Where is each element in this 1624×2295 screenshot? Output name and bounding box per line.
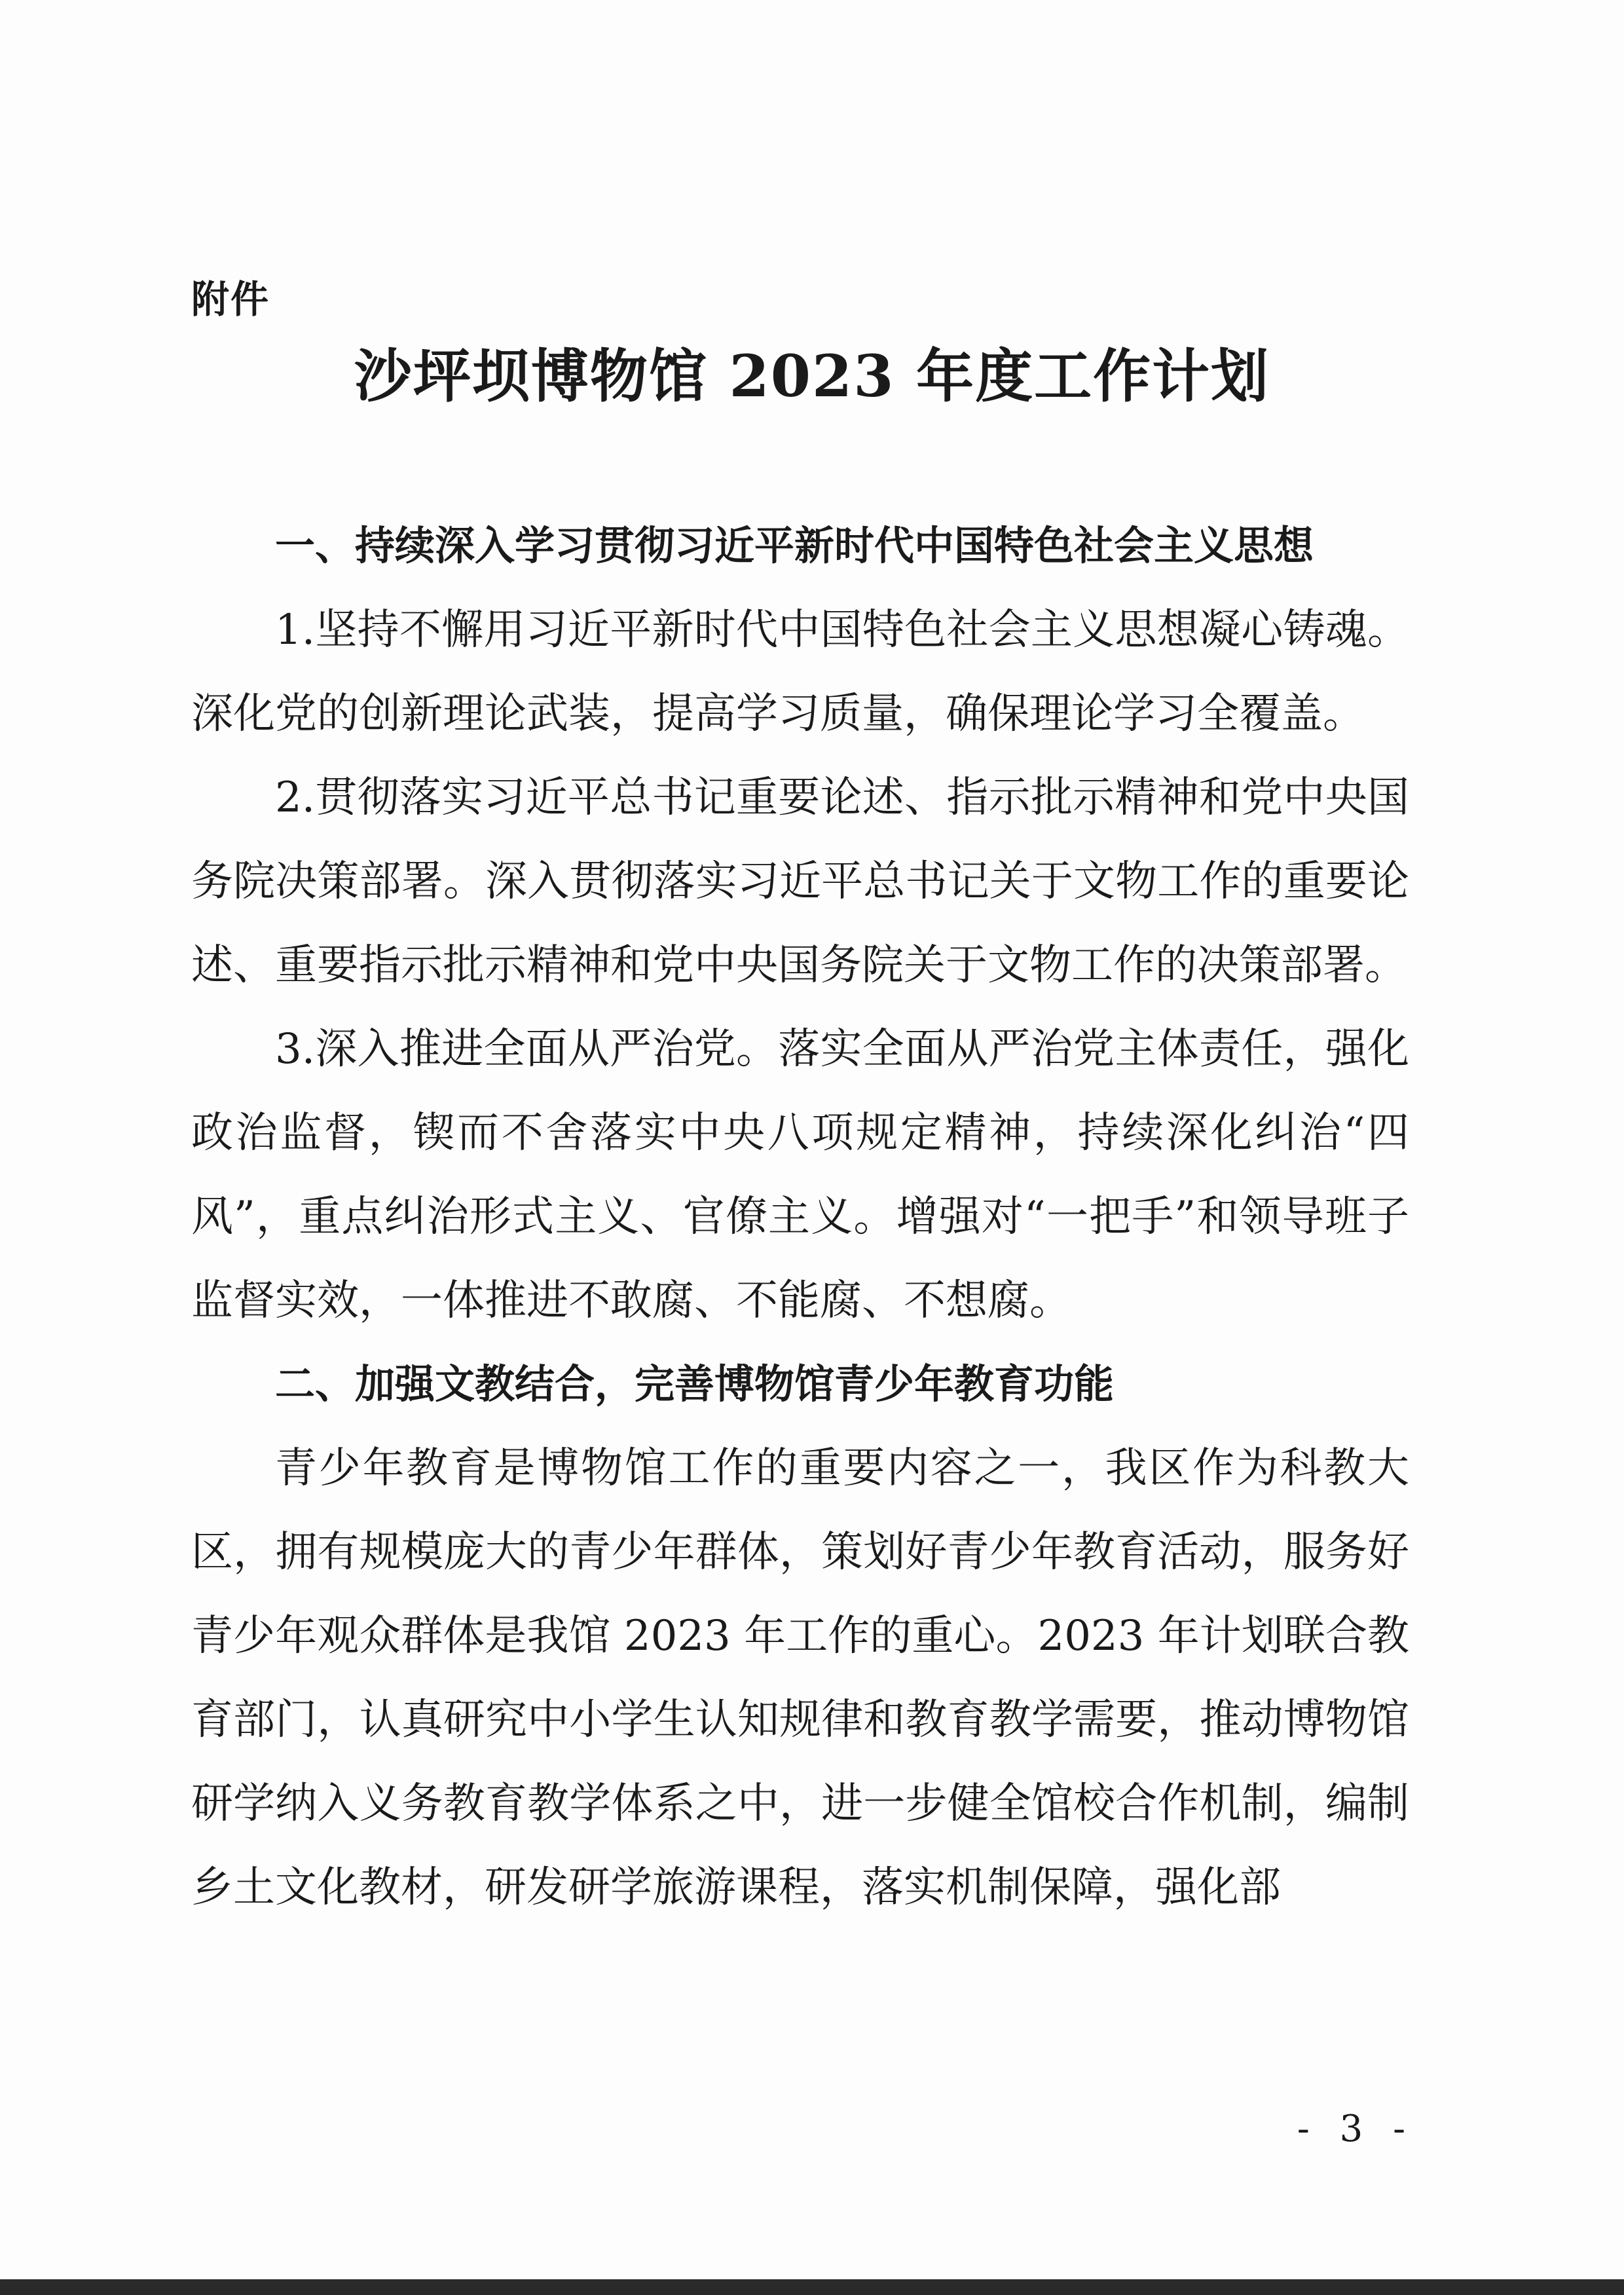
document-body <box>191 504 1409 1930</box>
paragraph: 2.贯彻落实习近平总书记重要论述、指示批示精神和党中央国务院决策部署。深入贯彻落实习近平总书记关于文物工作的重要论述、重要指示批示精神和党中央国务院关于文物工作的决策部署。 <box>191 774 1409 990</box>
section-heading: 二、加强文教结合，完善博物馆青少年教育功能 <box>275 1361 1115 1408</box>
paragraph: 1.坚持不懈用习近平新时代中国特色社会主义思想凝心铸魂。深化党的创新理论武装，提高学习质量，确保理论学习全覆盖。 <box>191 606 1409 738</box>
scan-edge-divider <box>0 2279 1624 2295</box>
page-number: - 3 - <box>1297 2108 1414 2150</box>
document-title: 沙坪坝博物馆 2023 年度工作计划 <box>354 342 1270 410</box>
paragraph: 青少年教育是博物馆工作的重要内容之一，我区作为科教大区，拥有规模庞大的青少年群体，策划好青少年教育活动，服务好青少年观众群体是我馆 2023 年工作的重心。2023 年计划联合教育部门，认真研究中小学生认知规律和教育教学需要，推动博物馆研学纳入义务教育教学体系之中，进一步健全馆校合作机制，编制乡土文化教材，研发研学旅游课程，落实机制保障，强化部 <box>191 1444 1409 1912</box>
attachment-label: 附件 <box>191 277 270 322</box>
section-heading: 一、持续深入学习贯彻习近平新时代中国特色社会主义思想 <box>275 523 1314 569</box>
paragraph: 3.深入推进全面从严治党。落实全面从严治党主体责任，强化政治监督，锲而不舍落实中央八项规定精神，持续深化纠治“四风”，重点纠治形式主义、官僚主义。增强对“一把手”和领导班子监督实效，一体推进不敢腐、不能腐、不想腐。 <box>191 1025 1409 1325</box>
